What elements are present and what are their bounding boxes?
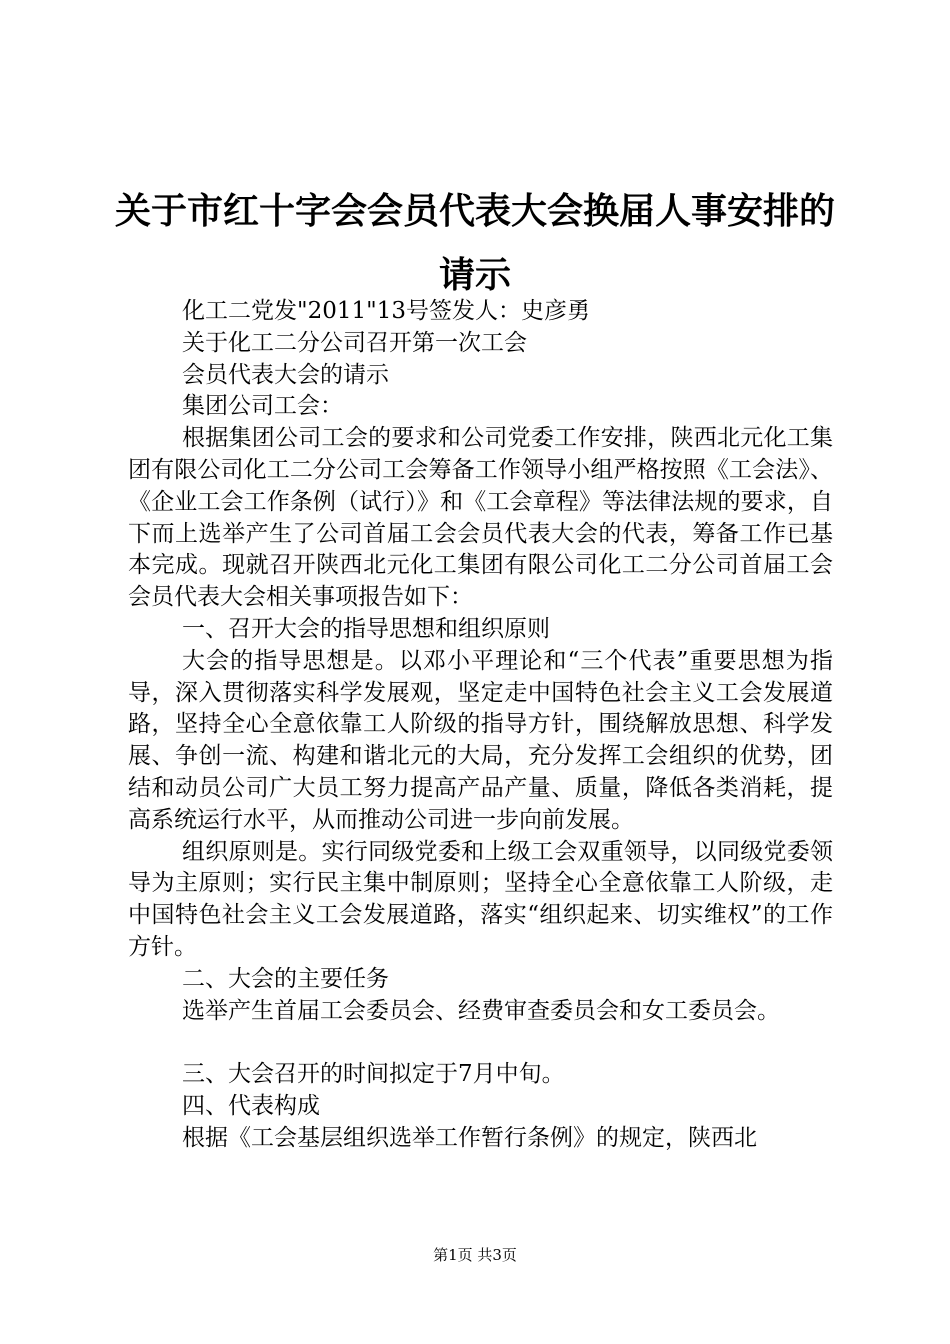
recipient-line: 集团公司工会： bbox=[182, 393, 343, 420]
subject-line-1: 关于化工二分公司召开第一次工会 bbox=[182, 329, 527, 356]
paragraph-intro: 根据集团公司工会的要求和公司党委工作安排，陕西北元化工集团有限公司化工二分公司工会筹备工作领导小组严格按照《工会法》、《企业工会工作条例（试行）》和《工会章程》等法律法规的要求，自下而上选举产生了公司首届工会会员代表大会的代表，筹备工作已基本完成。现就召开陕西北元化工集团有限公司化工二分公司首届工会会员代表大会相关事项报告如下： bbox=[128, 425, 833, 611]
document-body bbox=[128, 296, 833, 1155]
paragraph-organization-principle: 组织原则是。实行同级党委和上级工会双重领导，以同级党委领导为主原则；实行民主集中制原则；坚持全心全意依靠工人阶级，走中国特色社会主义工会发展道路，落实“组织起来、切实维权”的工作方针。 bbox=[128, 838, 833, 960]
blank-line bbox=[128, 1027, 833, 1059]
document-number-line: 化工二党发"2011"13号签发人：史彦勇 bbox=[182, 298, 590, 324]
paragraph-main-task: 选举产生首届工会委员会、经费审查委员会和女工委员会。 bbox=[182, 997, 780, 1024]
paragraph-guiding-ideology: 大会的指导思想是。以邓小平理论和“三个代表”重要思想为指导，深入贯彻落实科学发展观，坚定走中国特色社会主义工会发展道路，坚持全心全意依靠工人阶级的指导方针，围绕解放思想、科学发展、争创一流、构建和谐北元的大局，充分发挥工会组织的优势，团结和动员公司广大员工努力提高产品产量、质量，降低各类消耗，提高系统运行水平，从而推动公司进一步向前发展。 bbox=[128, 647, 833, 833]
section-heading-1: 一、召开大会的指导思想和组织原则 bbox=[182, 615, 550, 642]
document-title: 关于市红十字会会员代表大会换届人事安排的请示 bbox=[114, 191, 835, 296]
paragraph-representatives: 根据《工会基层组织选举工作暂行条例》的规定，陕西北 bbox=[182, 1124, 757, 1151]
section-heading-3: 三、大会召开的时间拟定于7月中旬。 bbox=[182, 1061, 565, 1088]
page-footer: 第1页 共3页 bbox=[433, 1246, 517, 1264]
section-heading-4: 四、代表构成 bbox=[182, 1092, 320, 1119]
subject-line-2: 会员代表大会的请示 bbox=[182, 361, 389, 388]
section-heading-2: 二、大会的主要任务 bbox=[182, 965, 389, 992]
